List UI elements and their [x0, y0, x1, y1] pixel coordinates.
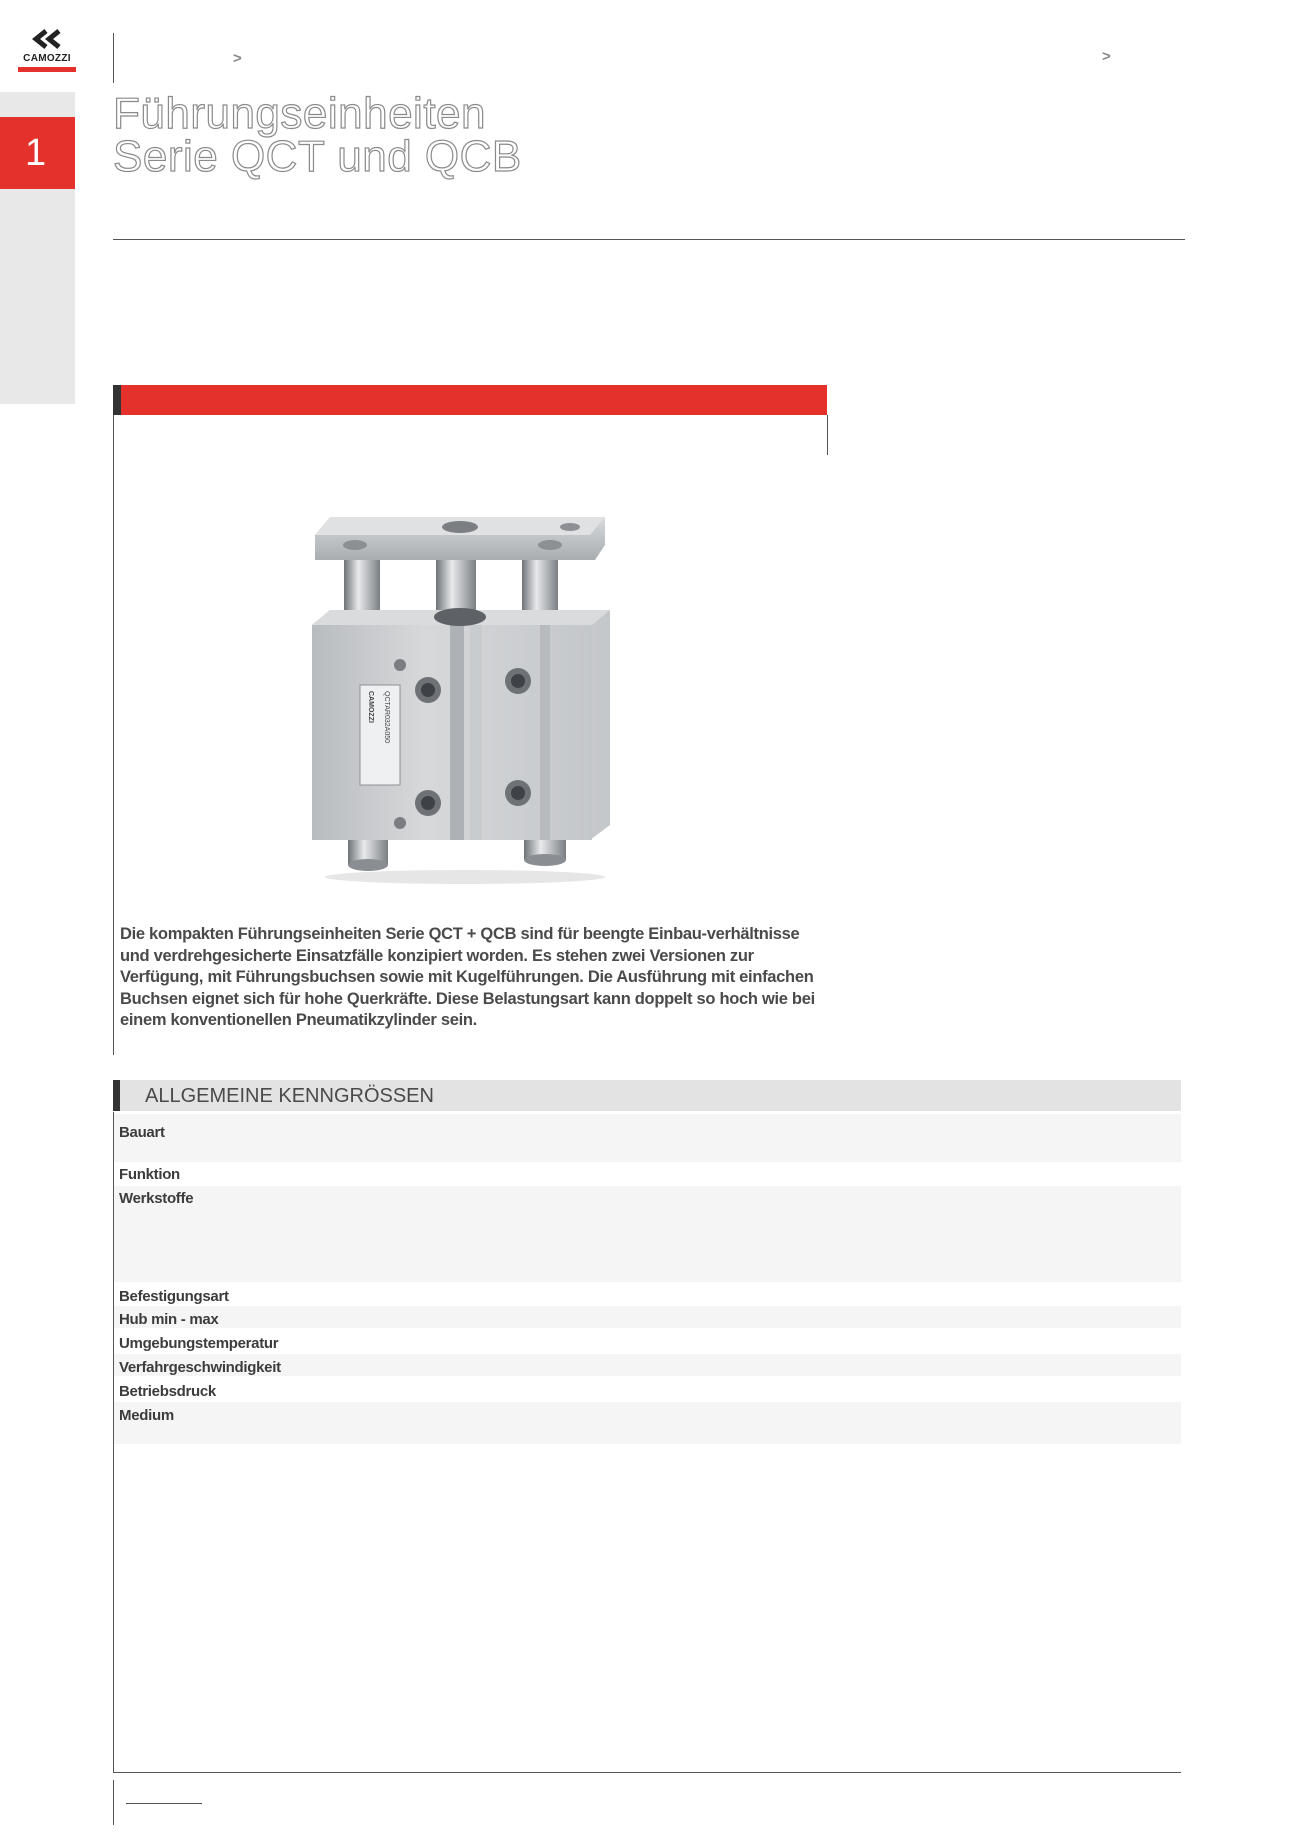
product-image [300, 505, 620, 885]
camozzi-logo[interactable] [18, 28, 76, 76]
spec-row-bg [113, 1114, 1181, 1162]
specs-heading: ALLGEMEINE KENNGRÖSSEN [145, 1085, 434, 1107]
spec-label-bauart: Bauart [119, 1124, 165, 1141]
right-rule [827, 415, 828, 455]
chapter-number: 1 [0, 117, 75, 189]
spec-label-medium: Medium [119, 1407, 174, 1424]
spec-row-bg [113, 1306, 1181, 1328]
spec-label-betriebsdruck: Betriebsdruck [119, 1383, 216, 1400]
spec-row-bg [113, 1186, 1181, 1282]
left-rule [113, 415, 114, 1055]
section-red-bar [113, 385, 827, 415]
title-rule [113, 239, 1185, 240]
footer-divider [113, 1780, 114, 1825]
page-title-line-1: Führungseinheiten [113, 89, 486, 138]
left-rule-lower [113, 1112, 114, 1772]
brand-wordmark: CAMOZZI [23, 53, 71, 64]
footer-short-rule [126, 1803, 202, 1804]
product-label-brand: CAMOZZI [367, 691, 374, 723]
spec-label-werkstoffe: Werkstoffe [119, 1190, 194, 1207]
spec-label-umgebungstemperatur: Umgebungstemperatur [119, 1335, 279, 1352]
brand-bar [18, 67, 76, 72]
spec-label-funktion: Funktion [119, 1166, 180, 1183]
breadcrumb-separator: > [233, 50, 242, 67]
section-red-bar-marker [113, 385, 121, 415]
product-label-code: QCTAR032A050 [383, 691, 390, 744]
page-title-line-2: Serie QCT und QCB [113, 132, 522, 181]
spec-label-hub: Hub min - max [119, 1311, 219, 1328]
footer-rule [113, 1772, 1181, 1773]
specs-header-marker [113, 1080, 120, 1111]
spec-row-bg [113, 1402, 1181, 1444]
spec-label-befestigungsart: Befestigungsart [119, 1288, 229, 1305]
intro-paragraph: Die kompakten Führungseinheiten Serie QCT + QCB sind für beengte Einbau-verhältnisse und verdrehgesicherte Einsatzfälle konzipiert worden. Es stehen zwei Versionen zur Verfügung, mit Führungsbuchsen sowie mit Kugelführungen. Die Ausführung mit einfachen Buchsen eignet sich für hohe Querkräfte. Diese Belastungsart kann doppelt so hoch wie bei einem konventionellen Pneumatikzylinder sein. [120, 925, 815, 1029]
breadcrumb-separator: > [1102, 48, 1111, 65]
header-divider [113, 33, 114, 83]
camozzi-logo-mark-icon [32, 28, 62, 52]
spec-label-verfahrgeschwindigkeit: Verfahrgeschwindigkeit [119, 1359, 281, 1376]
